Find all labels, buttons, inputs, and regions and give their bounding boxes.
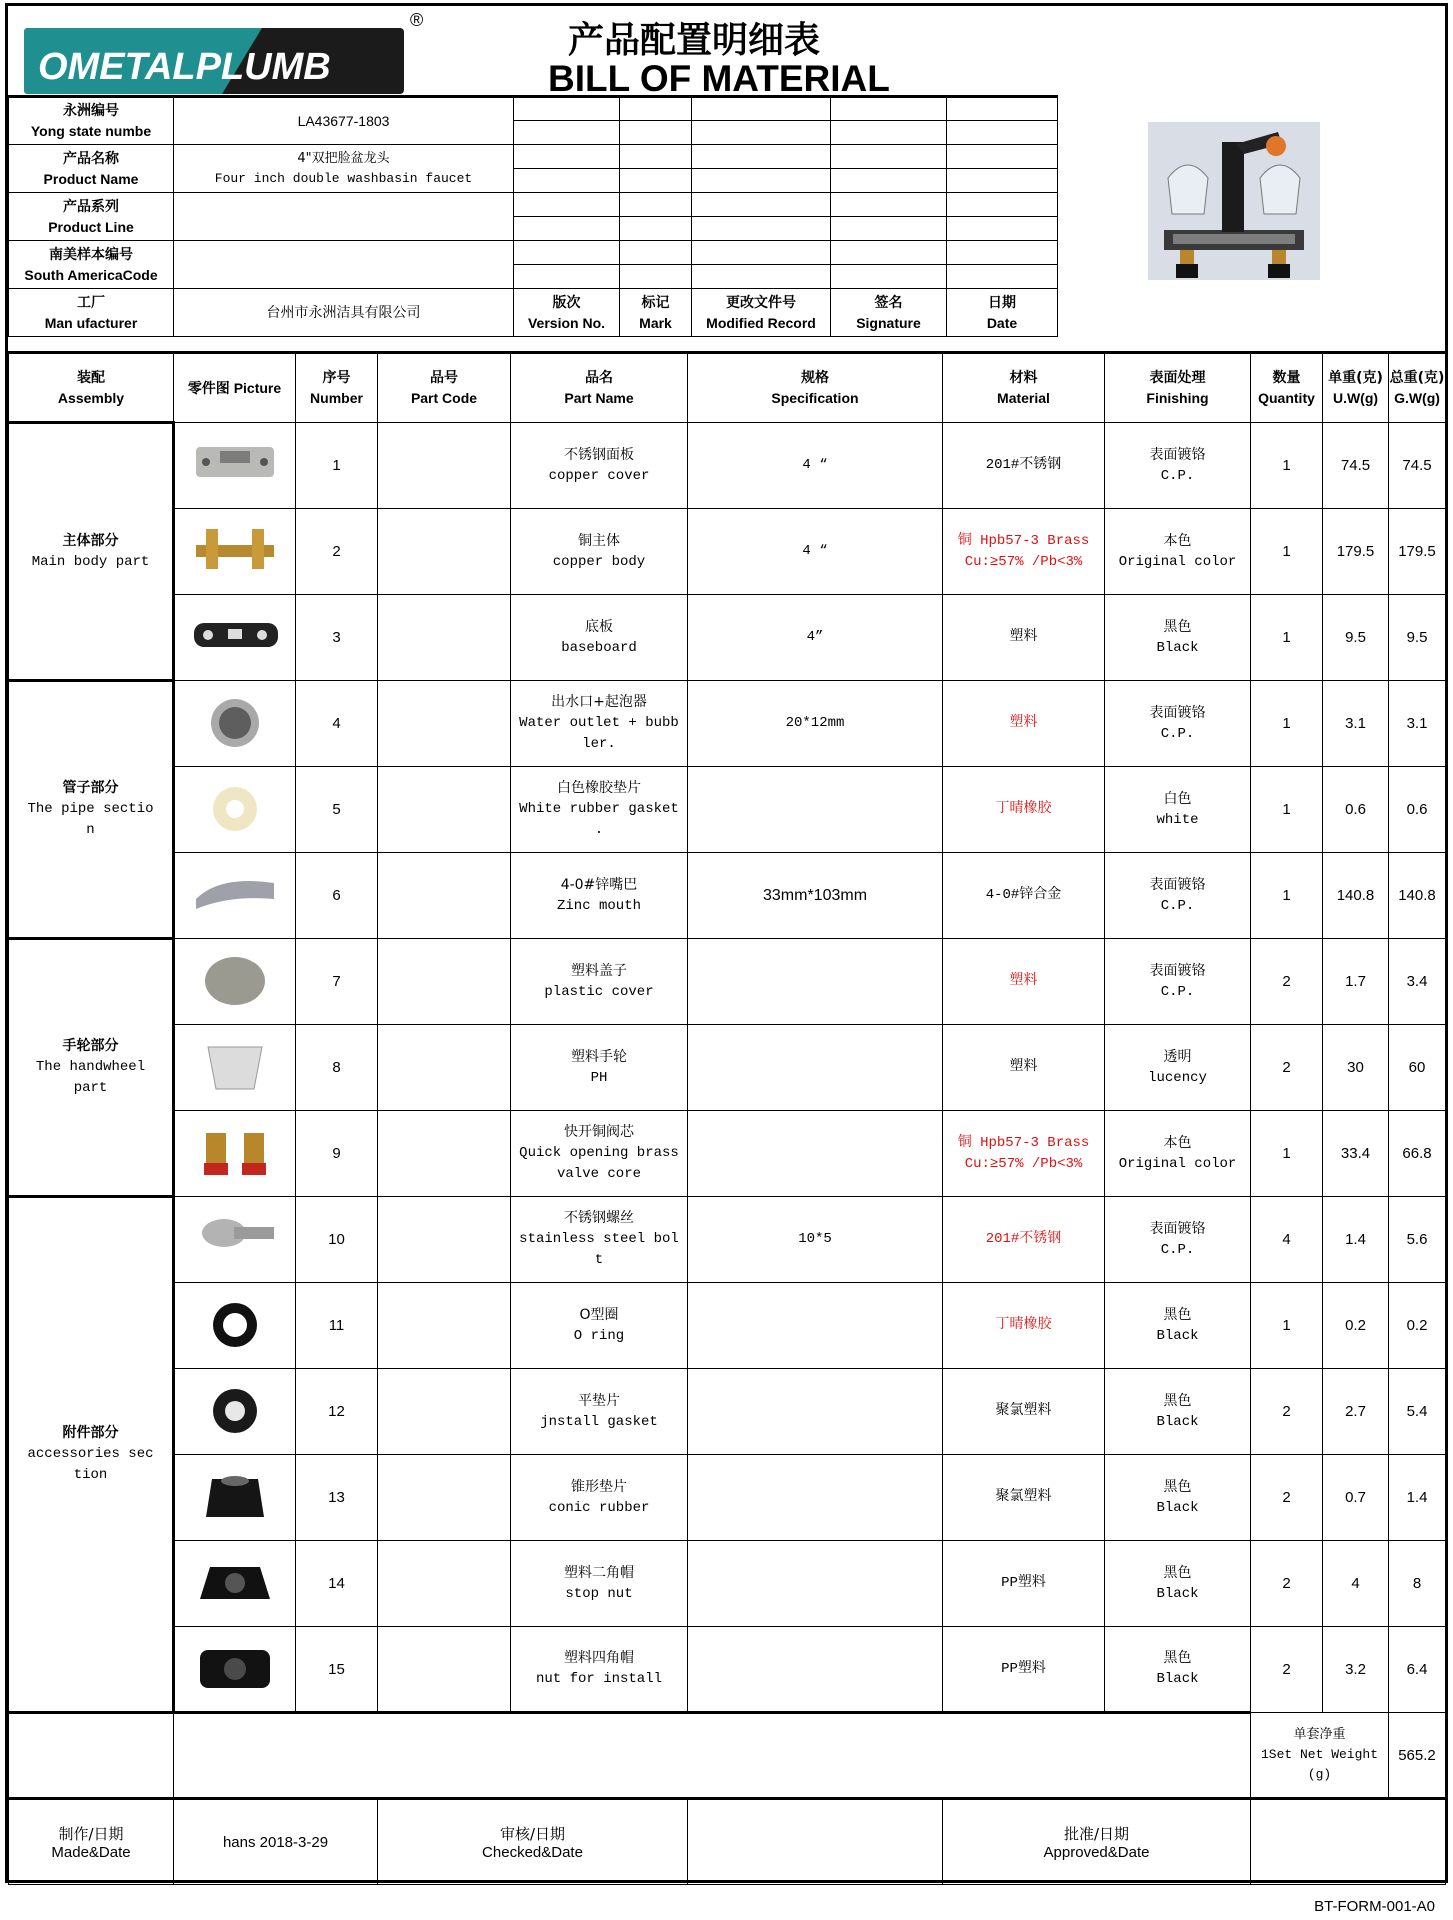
unit-weight: 140.8 [1323,853,1389,939]
part-material: 塑料 [943,939,1105,1025]
part-name-cn: 塑料四角帽 [564,1650,634,1666]
finishing-cn: 黑色 [1163,1478,1192,1495]
part-quantity: 2 [1251,1627,1323,1713]
unit-weight: 9.5 [1323,595,1389,681]
part-photo [190,697,280,751]
checked-date-value [688,1799,943,1885]
unit-weight: 3.2 [1323,1627,1389,1713]
table-row [9,1111,1446,1197]
part-quantity: 2 [1251,1455,1323,1541]
part-spec [688,1369,943,1455]
part-number: 15 [296,1627,378,1713]
part-code [378,1541,511,1627]
part-material: 201#不锈钢 [943,1197,1105,1283]
table-row [9,939,1446,1025]
logo-text: OMETALPLUMB [38,46,331,88]
table-row [9,1197,1446,1283]
finishing-en: Black [1156,1671,1199,1687]
part-photo [190,1557,280,1611]
part-name-cn: 不锈钢螺丝 [564,1210,634,1226]
finishing-en: C.P. [1160,983,1195,1000]
part-number: 3 [296,595,378,681]
finishing-en: Black [1156,1327,1199,1344]
part-name-cn: 白色橡胶垫片 [557,780,641,796]
part-quantity: 1 [1251,853,1323,939]
part-name-en: jnstall gasket [540,1413,658,1430]
part-name-cn: O型圈 [579,1306,619,1323]
part-quantity: 2 [1251,939,1323,1025]
net-weight-row [9,1713,1446,1799]
part-name-cn: 不锈钢面板 [564,446,634,463]
finishing-en: C.P. [1160,897,1195,914]
handwheel-group: 手轮部分 The handwheel part [9,939,174,1197]
part-name-en: conic rubber [548,1499,650,1516]
finishing-en: lucency [1148,1069,1207,1086]
part-quantity: 2 [1251,1541,1323,1627]
part-number: 2 [296,509,378,595]
finishing-en: Black [1156,1499,1199,1516]
product-line-value [174,193,514,241]
finishing-en: Black [1156,639,1199,656]
part-code [378,1025,511,1111]
unit-weight: 4 [1323,1541,1389,1627]
gross-weight: 74.5 [1389,423,1446,509]
info-table: 永洲编号 Yong state numbe LA43677-1803 产品名称 Product Name 4"双把脸盆龙头 Four inch double washbasin faucet 产品系列 Product Line 南美样本编号 South AmericaCode 工厂 Man ufacturer 台州市永洲洁具有限公司 版次 Version No. 标记 Mark 更改文件号 Modified Record 签名 Signature 日期 Date [8,95,1058,337]
part-photo [190,1385,280,1439]
part-picture [174,939,296,1025]
part-name-en: Quick opening brass valve core [519,1145,679,1182]
part-name-cn: 塑料手轮 [571,1048,627,1065]
part-name-cn: 出水口+起泡器 [551,694,647,710]
part-picture [174,853,296,939]
part-spec: 20*12mm [688,681,943,767]
finishing-en: C.P. [1160,725,1195,742]
part-number: 6 [296,853,378,939]
table-row [9,1455,1446,1541]
unit-weight: 1.4 [1323,1197,1389,1283]
table-row [9,509,1446,595]
part-quantity: 2 [1251,1369,1323,1455]
gross-weight: 0.6 [1389,767,1446,853]
finishing-cn: 黑色 [1163,1564,1192,1581]
part-material: 铜 Hpb57-3 Brass Cu:≥57% /Pb<3% [943,1111,1105,1197]
finishing-en: Black [1156,1585,1199,1602]
part-spec [688,1283,943,1369]
part-number: 1 [296,423,378,509]
gross-weight: 179.5 [1389,509,1446,595]
yong-number: LA43677-1803 [174,97,514,145]
part-quantity: 1 [1251,1111,1323,1197]
unit-weight: 3.1 [1323,681,1389,767]
part-number: 9 [296,1111,378,1197]
part-photo [190,611,280,665]
part-spec [688,939,943,1025]
part-name-cn: 底板 [585,618,613,635]
part-code [378,1283,511,1369]
finishing-cn: 表面镀铬 [1149,876,1206,893]
part-name-en: nut for install [535,1671,663,1687]
product-name-en: Four inch double washbasin faucet [214,170,473,186]
gross-weight: 0.2 [1389,1283,1446,1369]
part-number: 13 [296,1455,378,1541]
part-photo [190,525,280,579]
part-name-en: Zinc mouth [556,897,641,914]
table-row [9,1369,1446,1455]
part-spec [688,1111,943,1197]
part-code [378,1627,511,1713]
table-row [9,1283,1446,1369]
part-photo [190,1041,280,1095]
gross-weight: 3.4 [1389,939,1446,1025]
part-photo [190,1127,280,1181]
part-number: 14 [296,1541,378,1627]
part-material: 铜 Hpb57-3 Brass Cu:≥57% /Pb<3% [943,509,1105,595]
part-photo [190,869,280,923]
unit-weight: 30 [1323,1025,1389,1111]
part-quantity: 1 [1251,595,1323,681]
unit-weight: 33.4 [1323,1111,1389,1197]
part-quantity: 1 [1251,767,1323,853]
finishing-en: white [1156,811,1199,828]
finishing-cn: 本色 [1163,532,1192,549]
part-name-cn: 铜主体 [578,532,620,549]
part-name-en: baseboard [561,639,637,656]
title-cn: 产品配置明细表 [568,20,821,61]
part-code [378,767,511,853]
part-picture [174,1025,296,1111]
part-material: 塑料 [943,681,1105,767]
gross-weight: 9.5 [1389,595,1446,681]
part-picture [174,1197,296,1283]
part-number: 11 [296,1283,378,1369]
part-code [378,853,511,939]
part-code [378,423,511,509]
part-photo [190,1642,280,1696]
part-name-en: Water outlet + bubb ler. [519,715,679,752]
part-picture [174,1111,296,1197]
part-spec [688,1541,943,1627]
unit-weight: 2.7 [1323,1369,1389,1455]
finishing-en: Black [1156,1413,1199,1430]
finishing-cn: 黑色 [1163,1392,1192,1409]
registered-mark: ® [410,10,424,30]
gross-weight: 140.8 [1389,853,1446,939]
part-name-cn: 快开铜阀芯 [564,1124,634,1140]
part-name-cn: 塑料盖子 [571,962,627,979]
made-date-value: hans 2018-3-29 [174,1799,378,1885]
part-spec: 33mm*103mm [688,853,943,939]
part-picture [174,1369,296,1455]
bom-table [8,351,1446,1885]
part-photo [190,1213,280,1267]
part-spec [688,1455,943,1541]
part-spec [688,1025,943,1111]
part-spec: 10*5 [688,1197,943,1283]
gross-weight: 5.6 [1389,1197,1446,1283]
table-row [9,1025,1446,1111]
part-name-en: PH [590,1069,608,1086]
part-name-en: White rubber gasket . [519,801,679,838]
unit-weight: 0.6 [1323,767,1389,853]
gross-weight: 8 [1389,1541,1446,1627]
finishing-cn: 本色 [1163,1134,1192,1151]
ometalplumb-logo [22,26,412,96]
part-number: 4 [296,681,378,767]
bom-header-row: 装配 Assembly 零件图 Picture 序号 Number 品号 Part Code 品名 Part Name 规格 Specification 材料 Material 表面处理 Finishing 数量 Quantity 单重(克) U.W(g) 总重(克) G.W(g) [9,353,1446,423]
bom-sheet [5,3,1448,1883]
unit-weight: 1.7 [1323,939,1389,1025]
part-material: PP塑料 [943,1627,1105,1713]
table-row [9,681,1446,767]
part-quantity: 2 [1251,1025,1323,1111]
unit-weight: 0.7 [1323,1455,1389,1541]
net-weight-label-en: 1Set Net Weight (g) [1260,1747,1379,1782]
finishing-cn: 白色 [1163,790,1192,807]
part-number: 12 [296,1369,378,1455]
part-material: 丁晴橡胶 [943,767,1105,853]
table-row [9,1541,1446,1627]
part-code [378,939,511,1025]
part-code [378,1111,511,1197]
part-spec [688,1627,943,1713]
part-spec: 4 “ [688,423,943,509]
gross-weight: 60 [1389,1025,1446,1111]
part-quantity: 1 [1251,423,1323,509]
gross-weight: 3.1 [1389,681,1446,767]
part-name-cn: 锥形垫片 [571,1478,627,1495]
finishing-en: C.P. [1160,1241,1195,1258]
finishing-en: C.P. [1160,467,1195,484]
gross-weight: 6.4 [1389,1627,1446,1713]
part-material: 塑料 [943,595,1105,681]
finishing-cn: 表面镀铬 [1149,704,1206,721]
part-code [378,1455,511,1541]
part-picture [174,681,296,767]
finishing-cn: 黑色 [1163,1650,1192,1666]
part-spec: 4 “ [688,509,943,595]
part-name-cn: 平垫片 [578,1392,620,1409]
part-code [378,1369,511,1455]
net-weight-label-cn: 单套净重 [1293,1727,1346,1742]
part-code [378,1197,511,1283]
part-name-en: O ring [573,1327,625,1344]
part-number: 10 [296,1197,378,1283]
part-name-cn: 塑料二角帽 [564,1564,634,1581]
table-row [9,1627,1446,1713]
part-material: PP塑料 [943,1541,1105,1627]
net-weight-value: 565.2 [1389,1713,1446,1799]
signoff-row: 制作/日期 Made&Date hans 2018-3-29 审核/日期 Checked&Date 批准/日期 Approved&Date [9,1799,1446,1885]
part-quantity: 1 [1251,1283,1323,1369]
part-material: 聚氯塑料 [943,1455,1105,1541]
finishing-cn: 黑色 [1163,618,1192,635]
part-quantity: 1 [1251,681,1323,767]
part-name-en: copper body [552,553,646,570]
finishing-en: Original color [1118,553,1237,570]
title-en: BILL OF MATERIAL [548,58,890,99]
pipe-section-group: 管子部分 The pipe sectio n [9,681,174,939]
table-row [9,853,1446,939]
table-row [9,767,1446,853]
part-picture [174,595,296,681]
part-quantity: 4 [1251,1197,1323,1283]
part-photo [190,955,280,1009]
part-picture [174,1541,296,1627]
table-row [9,595,1446,681]
part-material: 丁晴橡胶 [943,1283,1105,1369]
part-photo [190,783,280,837]
part-name-en: plastic cover [544,983,654,1000]
part-number: 8 [296,1025,378,1111]
part-material: 201#不锈钢 [943,423,1105,509]
approved-date-value [1251,1799,1446,1885]
south-america-code-value [174,241,514,289]
part-number: 7 [296,939,378,1025]
unit-weight: 74.5 [1323,423,1389,509]
finishing-cn: 表面镀铬 [1149,962,1206,979]
gross-weight: 66.8 [1389,1111,1446,1197]
part-spec: 4” [688,595,943,681]
finishing-cn: 表面镀铬 [1149,1220,1206,1237]
part-photo [190,439,280,493]
part-quantity: 1 [1251,509,1323,595]
part-spec [688,767,943,853]
part-picture [174,423,296,509]
product-name-cn: 4"双把脸盆龙头 [297,150,390,166]
part-material: 聚氯塑料 [943,1369,1105,1455]
gross-weight: 1.4 [1389,1455,1446,1541]
part-picture [174,509,296,595]
table-row [9,423,1446,509]
part-code [378,595,511,681]
part-name-en: stainless steel bol t [519,1231,679,1268]
accessories-group: 附件部分 accessories sec tion [9,1197,174,1713]
finishing-cn: 透明 [1163,1048,1192,1065]
unit-weight: 179.5 [1323,509,1389,595]
part-name-cn: 4-0#锌嘴巴 [560,876,638,893]
part-number: 5 [296,767,378,853]
part-code [378,681,511,767]
product-photo [1148,122,1320,280]
part-picture [174,1283,296,1369]
part-name-en: stop nut [565,1585,633,1602]
finishing-cn: 黑色 [1163,1306,1192,1323]
part-photo [190,1471,280,1525]
finishing-en: Original color [1118,1155,1237,1172]
part-picture [174,1627,296,1713]
main-body-group: 主体部分 Main body part [9,423,174,681]
part-photo [190,1299,280,1353]
manufacturer: 台州市永洲洁具有限公司 [174,289,514,337]
part-picture [174,1455,296,1541]
unit-weight: 0.2 [1323,1283,1389,1369]
part-code [378,509,511,595]
finishing-cn: 表面镀铬 [1149,446,1206,463]
form-code: BT-FORM-001-A0 [1314,1898,1435,1915]
part-picture [174,767,296,853]
part-material: 4-0#锌合金 [943,853,1105,939]
part-name-en: copper cover [548,467,650,484]
part-material: 塑料 [943,1025,1105,1111]
gross-weight: 5.4 [1389,1369,1446,1455]
